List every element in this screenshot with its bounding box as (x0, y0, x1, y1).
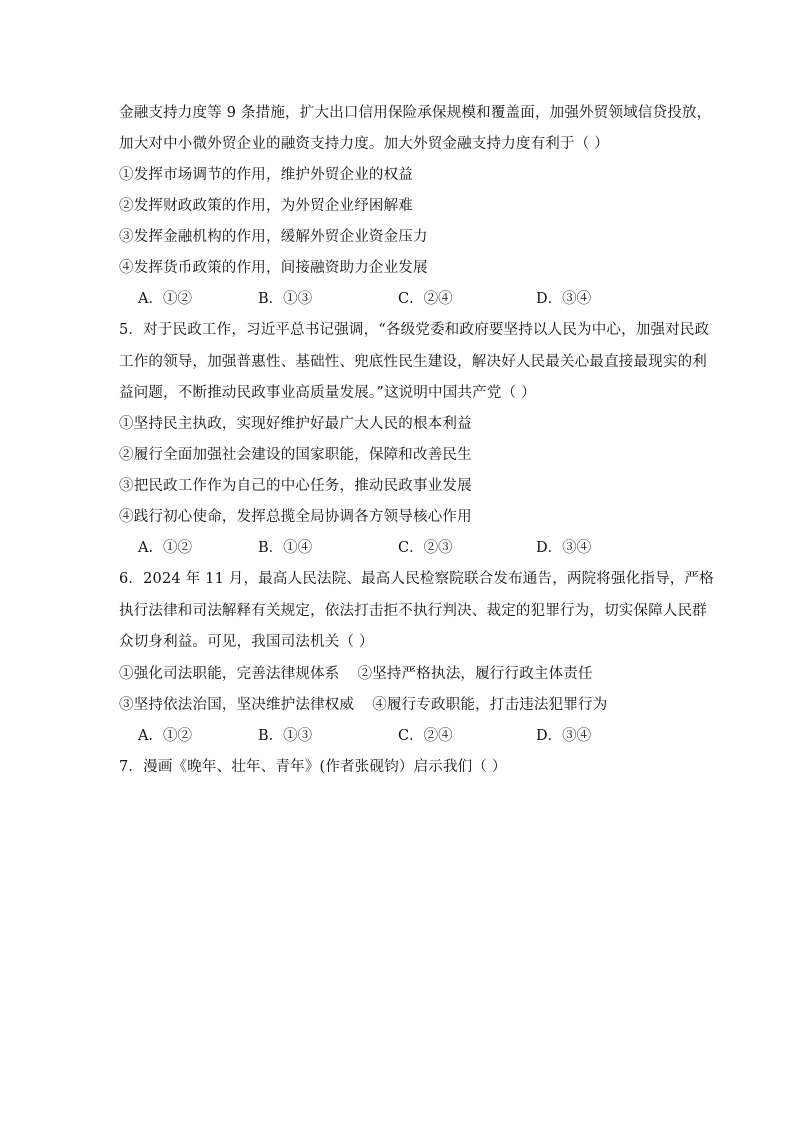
q6-option-d[interactable]: D．③④ (536, 728, 592, 744)
q6-option-c[interactable]: C．②④ (398, 728, 453, 744)
q7-stem-line-1: 7．漫画《晚年、壮年、青年》(作者张砚钧）启示我们（ ） (119, 759, 507, 775)
q5-stem-line-3: 益问题，不断推动民政事业高质量发展。”这说明中国共产党（ ） (119, 385, 536, 401)
q5-option-c[interactable]: C．②③ (398, 540, 453, 556)
q4-stem-line-2: 加大对中小微外贸企业的融资支持力度。加大外贸金融支持力度有利于（ ） (119, 136, 609, 152)
q6-statement-row-1 (119, 664, 686, 684)
q4-statement-1: ①发挥市场调节的作用，维护外贸企业的权益 (119, 167, 413, 183)
q4-statement-3: ③发挥金融机构的作用，缓解外贸企业资金压力 (119, 229, 428, 245)
q5-statement-2: ②履行全面加强社会建设的国家职能，保障和改善民生 (119, 447, 472, 463)
q6-statement-row-2 (119, 695, 686, 715)
q5-option-d[interactable]: D．③④ (536, 540, 592, 556)
q6-stem-line-2: 执行法律和司法解释有关规定，依法打击拒不执行判决、裁定的犯罪行为，切实保障人民群 (119, 603, 707, 619)
q6-stem-line-1: 6．2024 年 11 月，最高人民法院、最高人民检察院联合发布通告，两院将强化指导，严格 (119, 571, 714, 587)
q5-statement-4: ④践行初心使命，发挥总揽全局协调各方领导核心作用 (119, 509, 472, 525)
q5-statement-1: ①坚持民主执政，实现好维护好最广大人民的根本利益 (119, 416, 472, 432)
q4-statement-4: ④发挥货币政策的作用，间接融资助力企业发展 (119, 260, 428, 276)
q4-option-b[interactable]: B．①③ (258, 291, 313, 307)
q4-option-d[interactable]: D．③④ (536, 291, 592, 307)
q6-statement-4: ④履行专政职能，打击违法犯罪行为 (372, 697, 608, 713)
q4-stem-line-1: 金融支持力度等 9 条措施，扩大出口信用保险承保规模和覆盖面，加强外贸领域信贷投放， (119, 105, 712, 121)
q4-option-c[interactable]: C．②④ (398, 291, 453, 307)
q5-stem-line-1: 5．对于民政工作，习近平总书记强调，“各级党委和政府要坚持以人民为中心，加强对民政 (119, 322, 710, 338)
q4-statement-2: ②发挥财政政策的作用，为外贸企业纾困解难 (119, 198, 413, 214)
q6-option-a[interactable]: A．①② (138, 728, 192, 744)
q6-stem-line-3: 众切身利益。可见，我国司法机关（ ） (119, 634, 374, 650)
q6-option-b[interactable]: B．①③ (258, 728, 313, 744)
q5-option-a[interactable]: A．①② (138, 540, 192, 556)
q5-statement-3: ③把民政工作作为自己的中心任务，推动民政事业发展 (119, 478, 472, 494)
q4-option-a[interactable]: A．①② (138, 291, 192, 307)
q5-option-b[interactable]: B．①④ (258, 540, 313, 556)
q6-statement-1: ①强化司法职能，完善法律规体系 (119, 666, 340, 682)
q6-statement-2: ②坚持严格执法，履行行政主体责任 (357, 666, 593, 682)
q5-stem-line-2: 工作的领导，加强普惠性、基础性、兜底性民生建设，解决好人民最关心最直接最现实的利 (119, 354, 707, 370)
q6-statement-3: ③坚持依法治国，坚决维护法律权威 (119, 697, 355, 713)
